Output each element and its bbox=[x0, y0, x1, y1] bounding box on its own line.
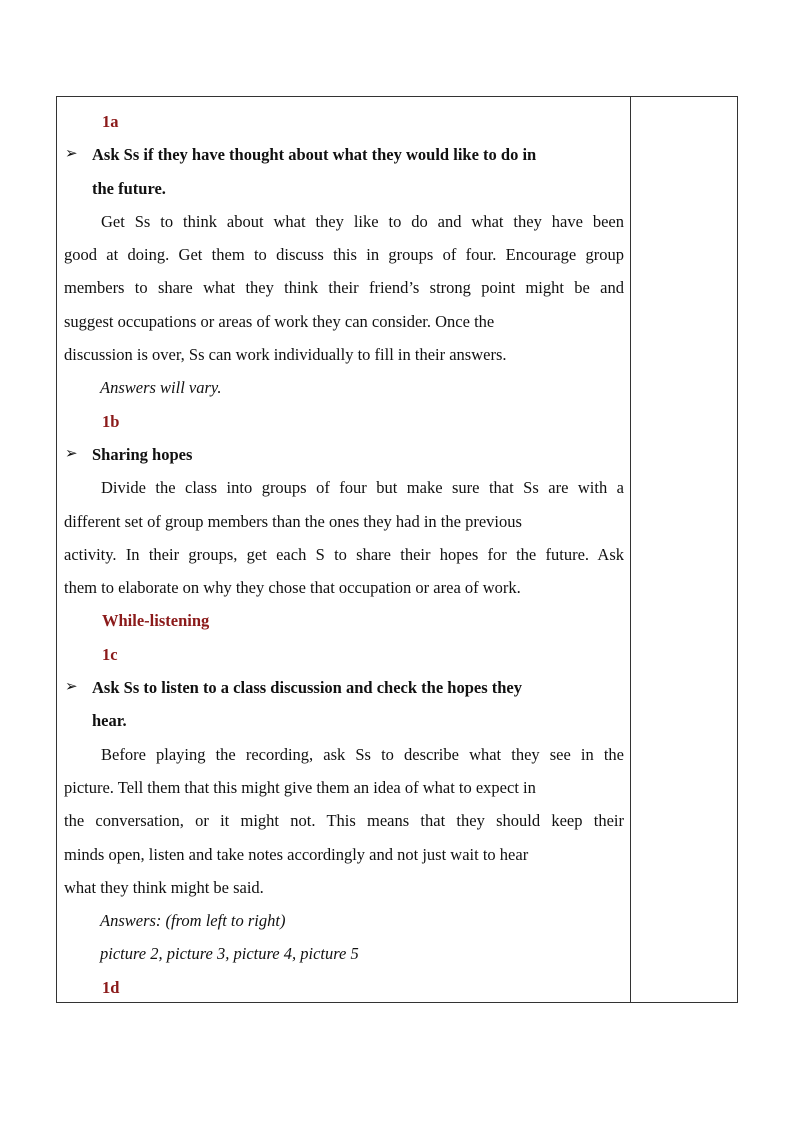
answer-line: picture 2, picture 3, picture 4, picture 5 bbox=[100, 944, 359, 964]
bullet-point bbox=[64, 138, 624, 171]
bullet-text: Ask Ss to listen to a class discussion and check the hopes they bbox=[92, 678, 522, 698]
arrow-bullet-icon: ➢ bbox=[65, 445, 78, 462]
section-heading: While-listening bbox=[102, 611, 210, 631]
paragraph-line: activity. In their groups, get each S to share their hopes for the future. Ask bbox=[64, 544, 624, 564]
section-heading: 1b bbox=[102, 411, 120, 431]
paragraph-line: members to share what they think their friend’s strong point might be and bbox=[64, 278, 624, 298]
lesson-table bbox=[56, 96, 738, 1003]
answer-line: Answers: (from left to right) bbox=[100, 911, 286, 931]
paragraph-line: discussion is over, Ss can work individually to fill in their answers. bbox=[64, 345, 507, 365]
bullet-text: Ask Ss if they have thought about what they would like to do in bbox=[92, 145, 537, 165]
section-heading: 1d bbox=[102, 977, 120, 997]
paragraph-line: Divide the class into groups of four but make sure that Ss are with a bbox=[101, 478, 624, 498]
paragraph-line: good at doing. Get them to discuss this in groups of four. Encourage group bbox=[64, 245, 624, 265]
bullet-text: Sharing hopes bbox=[92, 444, 193, 464]
paragraph-line: them to elaborate on why they chose that occupation or area of work. bbox=[64, 578, 521, 598]
bullet-point bbox=[64, 438, 624, 471]
paragraph-line: picture. Tell them that this might give them an idea of what to expect in bbox=[64, 777, 536, 797]
arrow-bullet-icon: ➢ bbox=[65, 146, 78, 163]
paragraph-line: suggest occupations or areas of work they can consider. Once the bbox=[64, 311, 495, 331]
lesson-notes-column bbox=[64, 105, 624, 1004]
paragraph-line: Get Ss to think about what they like to do and what they have been bbox=[101, 211, 624, 231]
section-heading: 1a bbox=[102, 112, 119, 131]
bullet-point bbox=[64, 671, 624, 704]
notes-column-empty bbox=[631, 97, 737, 1002]
paragraph-line: Before playing the recording, ask Ss to describe what they see in the bbox=[101, 744, 624, 764]
answer-line: Answers will vary. bbox=[100, 378, 222, 398]
paragraph-line: the conversation, or it might not. This means that they should keep their bbox=[64, 811, 624, 831]
paragraph-line: different set of group members than the ones they had in the previous bbox=[64, 511, 522, 531]
arrow-bullet-icon: ➢ bbox=[65, 679, 78, 696]
paragraph-line: the future. bbox=[92, 178, 166, 198]
section-heading: 1c bbox=[102, 644, 118, 664]
paragraph-line: what they think might be said. bbox=[64, 877, 264, 897]
paragraph-line: hear. bbox=[92, 711, 127, 731]
paragraph-line: minds open, listen and take notes accordingly and not just wait to hear bbox=[64, 844, 529, 864]
